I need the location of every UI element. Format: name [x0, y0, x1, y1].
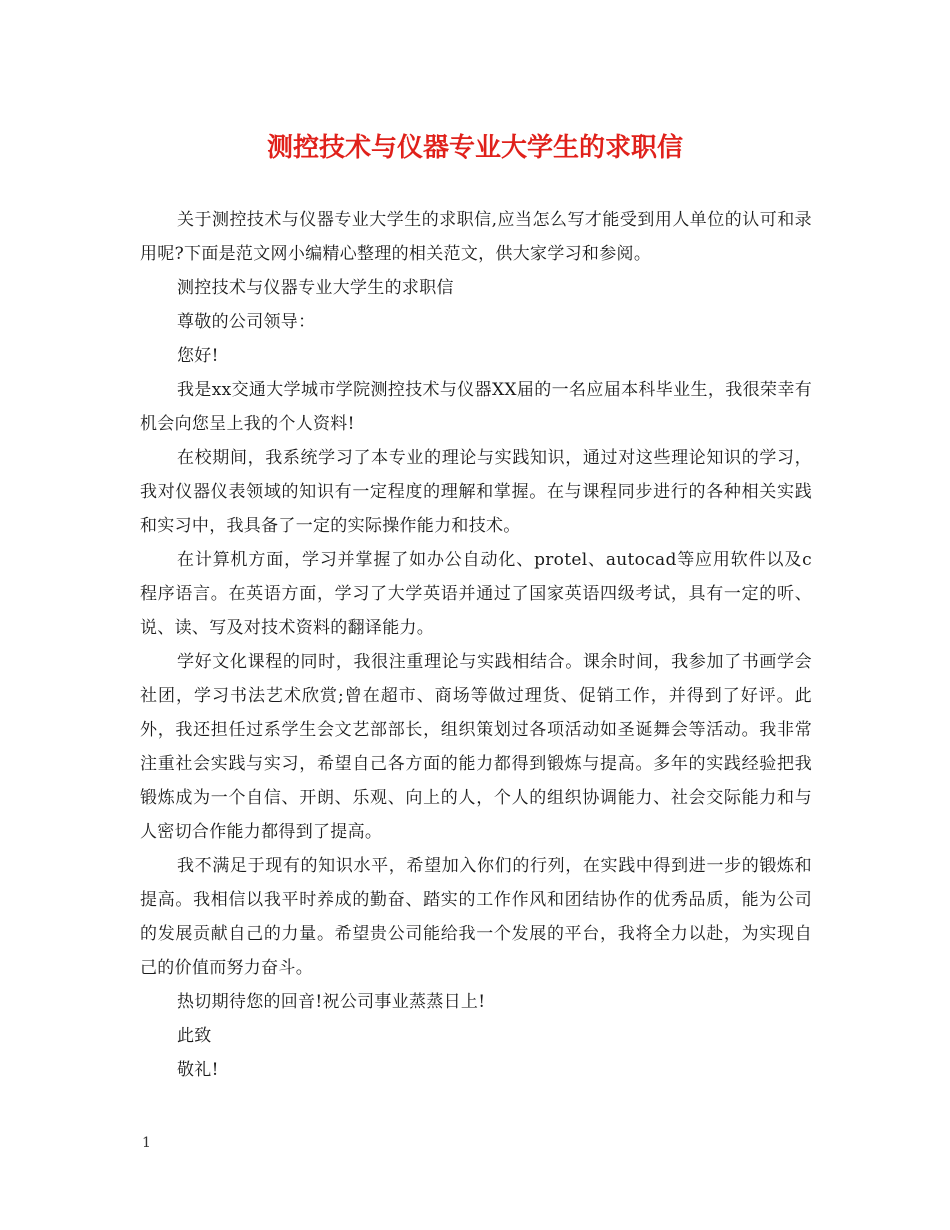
- greeting: 您好!: [177, 346, 219, 366]
- body-paragraph: 我不满足于现有的知识水平，希望加入你们的行列，在实践中得到进一步的锻炼和提高。我相信以我平时养成的勤奋、踏实的工作作风和团结协作的优秀品质，能为公司的发展贡献自己的力量。希望贵公司能给我一个发展的平台，我将全力以赴，为实现自己的价值而努力奋斗。: [140, 856, 812, 978]
- body-paragraph: 我是xx交通大学城市学院测控技术与仪器XX届的一名应届本科毕业生，我很荣幸有机会向您呈上我的个人资料!: [140, 380, 812, 434]
- body-paragraph: 学好文化课程的同时，我很注重理论与实践相结合。课余时间，我参加了书画学会社团，学习书法艺术欣赏;曾在超市、商场等做过理货、促销工作，并得到了好评。此外，我还担任过系学生会文艺部部长，组织策划过各项活动如圣诞舞会等活动。我非常注重社会实践与实习，希望自己各方面的能力都得到锻炼与提高。多年的实践经验把我锻炼成为一个自信、开朗、乐观、向上的人，个人的组织协调能力、社会交际能力和与人密切合作能力都得到了提高。: [140, 652, 812, 842]
- closing-wish: 热切期待您的回音!祝公司事业蒸蒸日上!: [177, 992, 486, 1012]
- document-title: 测控技术与仪器专业大学生的求职信: [266, 133, 683, 163]
- body-paragraph: 在计算机方面，学习并掌握了如办公自动化、protel、autocad等应用软件以及c程序语言。在英语方面，学习了大学英语并通过了国家英语四级考试，具有一定的听、说、读、写及对技术资料的翻译能力。: [140, 550, 812, 638]
- closing-phrase: 此致: [177, 1026, 212, 1046]
- page-number: 1: [142, 1135, 151, 1151]
- body-paragraph: 在校期间，我系统学习了本专业的理论与实践知识，通过对这些理论知识的学习，我对仪器仪表领域的知识有一定程度的理解和掌握。在与课程同步进行的各种相关实践和实习中，我具备了一定的实际操作能力和技术。: [140, 448, 812, 536]
- document-body: [140, 203, 812, 1087]
- letter-heading: 测控技术与仪器专业大学生的求职信: [177, 278, 454, 298]
- intro-paragraph: 关于测控技术与仪器专业大学生的求职信,应当怎么写才能受到用人单位的认可和录用呢?下面是范文网小编精心整理的相关范文，供大家学习和参阅。: [140, 210, 812, 264]
- salutation: 尊敬的公司领导：: [177, 312, 316, 332]
- closing-salute: 敬礼!: [177, 1060, 219, 1080]
